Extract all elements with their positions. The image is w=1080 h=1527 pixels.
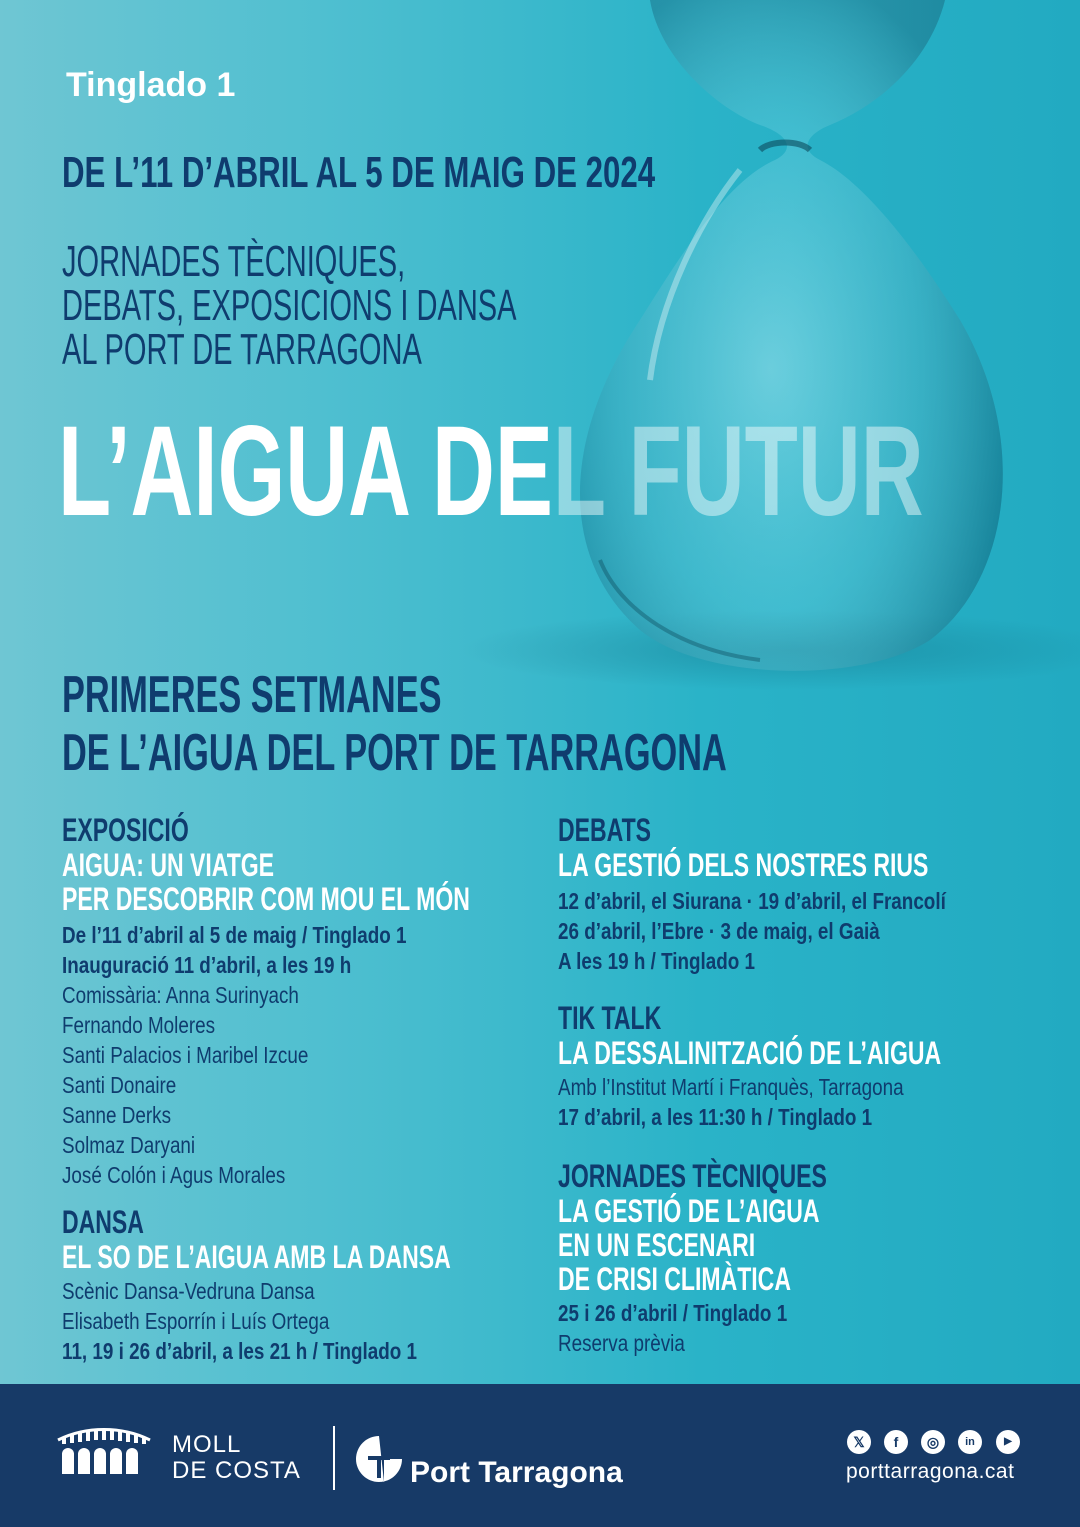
debats-line: 26 d’abril, l’Ebre · 3 de maig, el Gaià [558,918,880,944]
tiktalk-note: Amb l’Institut Martí i Franquès, Tarragona [558,1074,904,1100]
moll-de-costa-logo-text [172,1432,301,1484]
footer [0,1384,1080,1527]
exposicio-title-line: AIGUA: UN VIATGE [62,847,275,883]
venue-label: Tinglado 1 [66,66,236,104]
exposicio-dates: De l’11 d’abril al 5 de maig / Tinglado 1 [62,922,407,948]
jornades-block [558,1158,931,1358]
exposicio-person: Fernando Moleres [62,1012,216,1038]
linkedin-icon[interactable]: in [958,1430,982,1454]
exposicio-block [62,812,629,1190]
tiktalk-category: TIK TALK [558,1000,662,1036]
dansa-dates: 11, 19 i 26 d’abril, a les 21 h / Tinglado 1 [62,1338,418,1364]
tiktalk-title: LA DESSALINITZACIÓ DE L’AIGUA [558,1035,942,1071]
jornades-title-line: LA GESTIÓ DE L’AIGUA [558,1193,820,1229]
dansa-person: Scènic Dansa-Vedruna Dansa [62,1278,315,1304]
section-title-line: DE L’AIGUA DEL PORT DE TARRAGONA [62,724,727,782]
port-tarragona-logo-text: Port Tarragona [410,1456,623,1489]
jornades-dates: 25 i 26 d’abril / Tinglado 1 [558,1300,788,1326]
section-title [62,666,1069,782]
debats-title: LA GESTIÓ DELS NOSTRES RIUS [558,847,929,883]
facebook-icon[interactable]: f [884,1430,908,1454]
event-dates [62,148,897,198]
debats-category: DEBATS [558,812,652,848]
main-title-ghost: L FUTUR [552,400,924,543]
instagram-icon[interactable]: ◎ [921,1430,945,1454]
website-link[interactable]: porttarragona.cat [846,1460,1015,1483]
event-dates-text: DE L’11 D’ABRIL AL 5 DE MAIG DE 2024 [62,148,656,197]
exposicio-category: EXPOSICIÓ [62,812,189,848]
main-title [58,400,1080,543]
main-title-solid: L’AIGUA DE [58,400,553,543]
exposicio-person: José Colón i Agus Morales [62,1162,286,1188]
tiktalk-dates: 17 d’abril, a les 11:30 h / Tinglado 1 [558,1104,873,1130]
tiktalk-block [558,1000,1080,1132]
dansa-title: EL SO DE L’AIGUA AMB LA DANSA [62,1239,451,1275]
dansa-block [62,1204,602,1366]
jornades-note: Reserva prèvia [558,1330,685,1356]
moll-de-costa-line: MOLL [172,1431,242,1458]
dansa-category: DANSA [62,1204,144,1240]
dansa-person: Elisabeth Esporrín i Luís Ortega [62,1308,330,1334]
exposicio-title-line: PER DESCOBRIR COM MOU EL MÓN [62,881,470,917]
subtitle-line: AL PORT DE TARRAGONA [62,325,422,374]
exposicio-person: Santi Palacios i Maribel Izcue [62,1042,309,1068]
jornades-title-line: DE CRISI CLIMÀTICA [558,1261,791,1297]
subtitle [62,237,751,374]
moll-de-costa-logo-icon [56,1424,152,1474]
jornades-category: JORNADES TÈCNIQUES [558,1158,827,1194]
subtitle-line: JORNADES TÈCNIQUES, [62,237,406,286]
exposicio-person: Solmaz Daryani [62,1132,196,1158]
exposicio-person: Comissària: Anna Surinyach [62,982,299,1008]
jornades-title-line: EN UN ESCENARI [558,1227,756,1263]
subtitle-line: DEBATS, EXPOSICIONS I DANSA [62,281,517,330]
section-title-line: PRIMERES SETMANES [62,666,442,724]
exposicio-inauguration: Inauguració 11 d’abril, a les 19 h [62,952,352,978]
youtube-icon[interactable]: ▶ [996,1430,1020,1454]
footer-divider [333,1426,335,1490]
exposicio-person: Santi Donaire [62,1072,177,1098]
moll-de-costa-line: DE COSTA [172,1457,301,1484]
debats-line: A les 19 h / Tinglado 1 [558,948,756,974]
debats-block [558,812,1072,976]
x-icon[interactable]: 𝕏 [847,1430,871,1454]
exposicio-person: Sanne Derks [62,1102,172,1128]
debats-line: 12 d’abril, el Siurana · 19 d’abril, el Francolí [558,888,946,914]
port-tarragona-logo-icon [354,1434,404,1484]
